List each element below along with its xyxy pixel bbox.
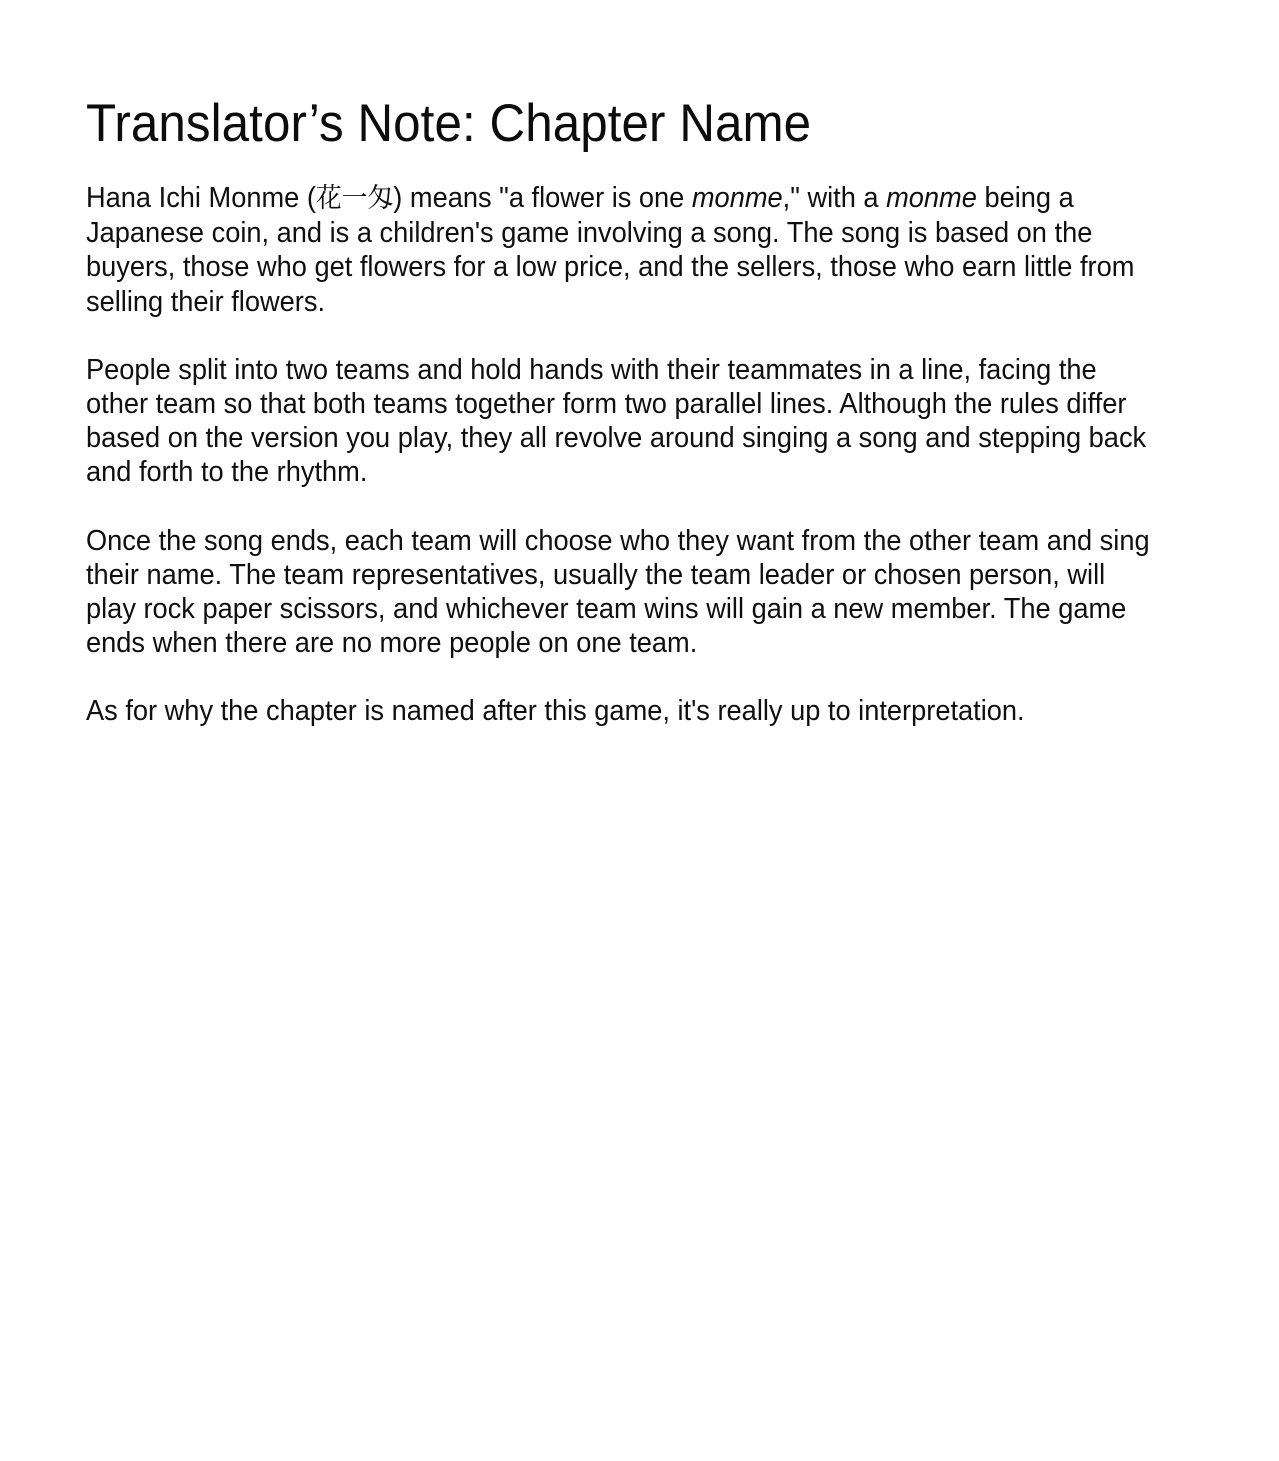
- note-body: [86, 181, 1158, 729]
- emphasized-term: monme: [691, 182, 783, 214]
- emphasized-term: monme: [886, 182, 977, 214]
- paragraph: People split into two teams and hold hands with their teammates in a line, facing the other team so that both teams together form two parallel lines. Although the rules differ based on the version you play, they all revolve around singing a song and stepping back and forth to the rhythm.: [86, 353, 1147, 489]
- page-title: Translator’s Note: Chapter Name: [86, 94, 812, 153]
- paragraph: Hana Ichi Monme (花一匁) means "a flower is one monme," with a monme being a Japanese coin, and is a children's game involving a song. The song is based on the buyers, those who get flowers for a low price, and the sellers, those who earn little from selling their flowers.: [86, 182, 1135, 318]
- paragraph: Once the song ends, each team will choose who they want from the other team and sing their name. The team representatives, usually the team leader or chosen person, will play rock paper scissors, and whichever team wins will gain a new member. The game ends when there are no more people on one team.: [86, 524, 1150, 660]
- japanese-term: 花一匁: [315, 183, 394, 214]
- paragraph: As for why the chapter is named after this game, it's really up to interpretation.: [86, 695, 1025, 728]
- note-content: [86, 0, 1158, 729]
